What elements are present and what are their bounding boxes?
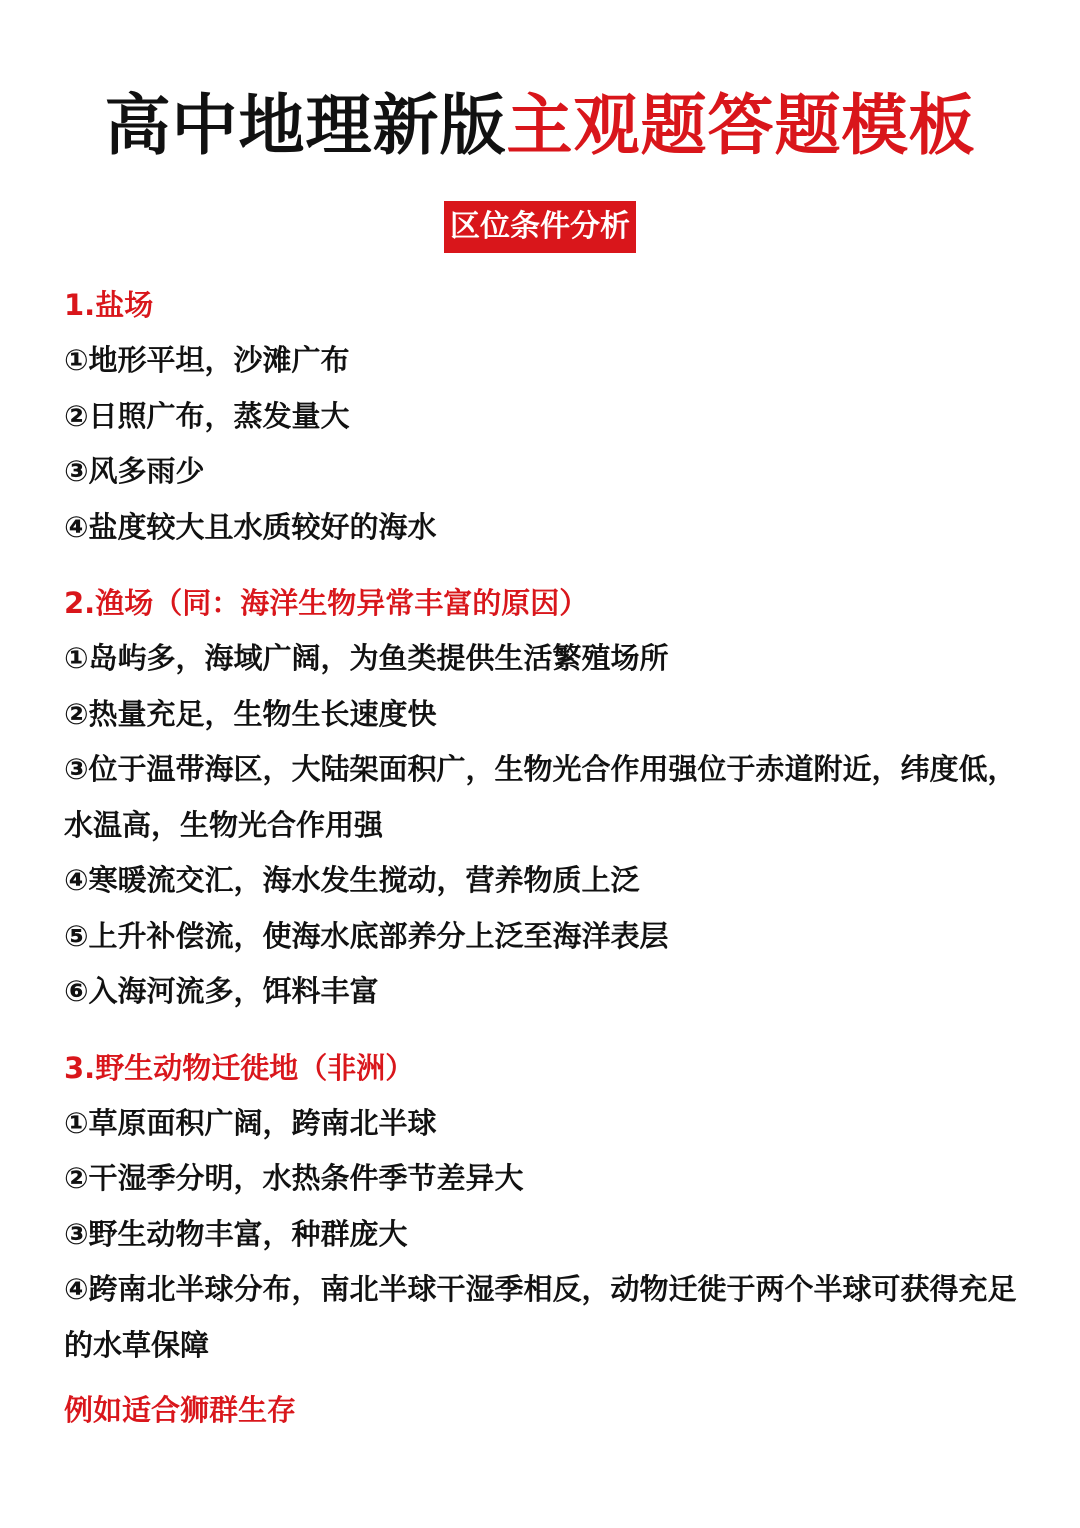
list-item: ①草原面积广阔，跨南北半球	[64, 1105, 437, 1140]
content-body	[64, 278, 1024, 1438]
list-item: ④跨南北半球分布，南北半球干湿季相反，动物迁徙于两个半球可获得充足的水草保障	[64, 1272, 1017, 1362]
section-heading: 3.野生动物迁徙地（非洲）	[64, 1050, 415, 1085]
section-tag: 区位条件分析	[444, 201, 636, 253]
list-item: ②干湿季分明，水热条件季节差异大	[64, 1161, 524, 1195]
list-item: ①岛屿多，海域广阔，为鱼类提供生活繁殖场所	[64, 641, 669, 675]
list-item: ③风多雨少	[64, 454, 205, 488]
page-title	[0, 88, 1080, 164]
tag-wrapper	[0, 201, 1080, 253]
list-item: ④寒暖流交汇，海水发生搅动，营养物质上泛	[64, 863, 640, 897]
list-item: ⑥入海河流多，饵料丰富	[64, 974, 379, 1008]
example-note: 例如适合狮群生存	[64, 1393, 297, 1427]
list-item: ④盐度较大且水质较好的海水	[64, 509, 437, 544]
section-wildlife-migration	[64, 1041, 1024, 1374]
list-item: ③位于温带海区，大陆架面积广，生物光合作用强位于赤道附近，纬度低，水温高，生物光合作用强	[64, 752, 1017, 842]
title-part-red: 主观题答题模板	[506, 87, 976, 164]
section-spacer	[64, 555, 1024, 576]
list-item: ②热量充足，生物生长速度快	[64, 696, 437, 731]
list-item: ①地形平坦，沙滩广布	[64, 343, 350, 377]
title-part-black: 高中地理新版	[104, 87, 507, 164]
section-heading: 1.盐场	[64, 288, 154, 322]
list-item: ③野生动物丰富，种群庞大	[64, 1216, 408, 1251]
section-spacer	[64, 1020, 1024, 1041]
section-heading: 2.渔场（同：海洋生物异常丰富的原因）	[64, 586, 589, 620]
list-item: ②日照广布，蒸发量大	[64, 398, 350, 433]
section-salt-field	[64, 278, 1024, 555]
list-item: ⑤上升补偿流，使海水底部养分上泛至海洋表层	[64, 918, 669, 953]
section-fishery	[64, 576, 1024, 1020]
